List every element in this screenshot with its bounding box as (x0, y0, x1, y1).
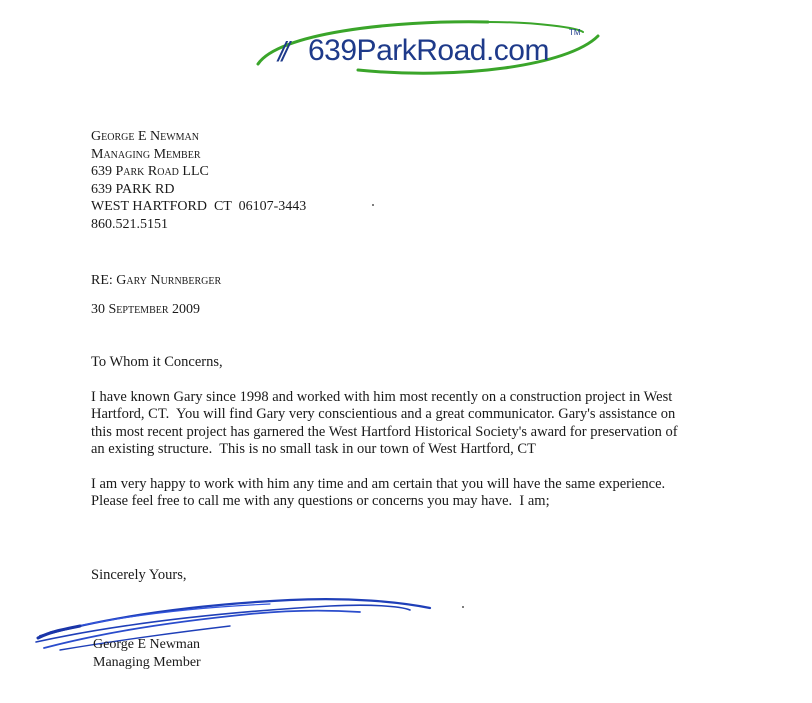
signatory-title: Managing Member (93, 655, 201, 670)
subject-prefix: RE: (91, 273, 117, 288)
closing: Sincerely Yours, (91, 567, 187, 583)
scan-speck (462, 606, 464, 608)
salutation: To Whom it Concerns, (91, 354, 223, 370)
subject-line (91, 273, 221, 289)
logo-text: 639ParkRoad.com (308, 34, 549, 67)
sender-title: Managing Member (91, 146, 201, 162)
body-paragraph-1 (91, 389, 731, 459)
scan-speck (372, 204, 374, 206)
paragraph-line: I am very happy to work with him any time and am certain that you will have the same experience. (91, 476, 666, 492)
paragraph-line: I have known Gary since 1998 and worked with him most recently on a construction project in West (91, 389, 673, 405)
paragraph-line: Hartford, CT. You will find Gary very conscientious and a great communicator. Gary's assistance on (91, 406, 676, 423)
company-logo (238, 14, 608, 84)
signatory-name: George E Newman (93, 637, 201, 652)
date-month: September (108, 302, 169, 317)
paragraph-line: this most recent project has garnered the West Hartford Historical Society's award for preservation of (91, 423, 678, 440)
logo-trademark: TM (569, 28, 581, 37)
date-day: 30 (91, 302, 109, 317)
paragraph-line: an existing structure. This is no small task in our town of West Hartford, CT (91, 441, 536, 458)
letter-date (91, 302, 200, 318)
sender-address-block (91, 128, 306, 233)
sender-company: 639 Park Road LLC (91, 164, 209, 179)
sender-name: George E Newman (91, 129, 199, 144)
body-paragraph-2 (91, 476, 731, 511)
sender-phone: 860.521.5151 (91, 216, 168, 232)
sender-city-line: WEST HARTFORD CT 06107-3443 (91, 199, 307, 214)
date-year: 2009 (168, 302, 201, 317)
subject-name: Gary Nurnberger (116, 273, 222, 288)
sender-street: 639 PARK RD (91, 181, 175, 197)
paragraph-line: Please feel free to call me with any questions or concerns you may have. I am; (91, 493, 550, 510)
logo-slashes: // (278, 36, 286, 67)
